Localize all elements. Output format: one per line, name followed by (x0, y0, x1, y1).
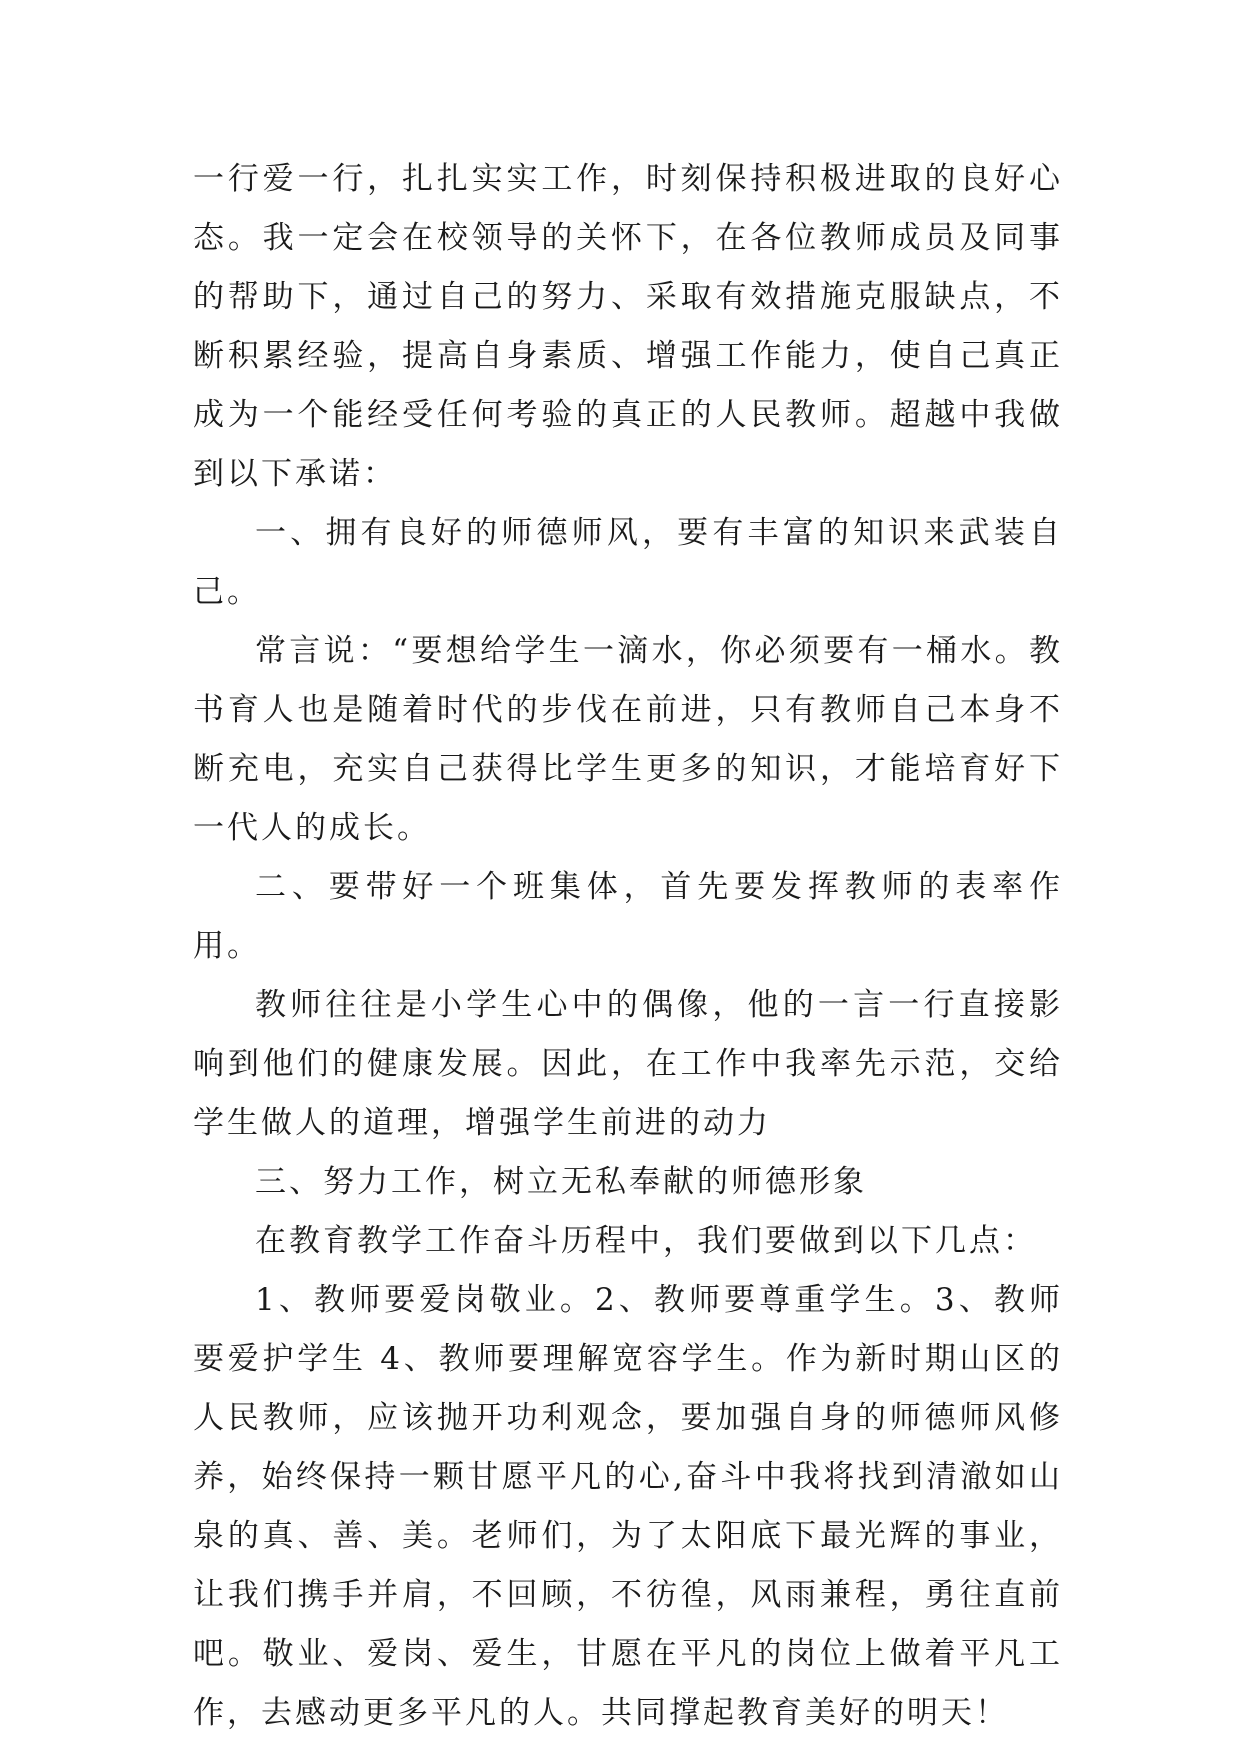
paragraph-conclusion: 1、教师要爱岗敬业。2、教师要尊重学生。3、教师要爱护学生 4、教师要理解宽容学生。作为新时期山区的人民教师，应该抛开功利观念，要加强自身的师德师风修养，始终保持一颗甘愿平凡的心,奋斗中我将找到清澈如山泉的真、善、美。老师们，为了太阳底下最光辉的事业，让我们携手并肩，不回顾，不彷徨，风雨兼程，勇往直前吧。敬业、爱岗、爱生，甘愿在平凡的岗位上做着平凡工作，去感动更多平凡的人。共同撑起教育美好的明天！ (193, 1282, 1063, 1731)
paragraph-heading-1: 一、拥有良好的师德师风，要有丰富的知识来武装自己。 (193, 515, 1063, 610)
paragraph-body-2: 教师往往是小学生心中的偶像，他的一言一行直接影响到他们的健康发展。因此，在工作中我率先示范，交给学生做人的道理，增强学生前进的动力 (193, 987, 1063, 1141)
paragraph-body-3: 在教育教学工作奋斗历程中，我们要做到以下几点： (255, 1223, 1037, 1259)
paragraph-body-1: 常言说：“要想给学生一滴水，你必须要有一桶水。教书育人也是随着时代的步伐在前进，只有教师自己本身不断充电，充实自己获得比学生更多的知识，才能培育好下一代人的成长。 (193, 633, 1063, 846)
paragraph-heading-2: 二、要带好一个班集体，首先要发挥教师的表率作用。 (193, 869, 1063, 964)
document-body (193, 150, 1063, 1743)
paragraph-heading-3: 三、努力工作，树立无私奉献的师德形象 (255, 1164, 867, 1200)
paragraph-intro: 一行爱一行，扎扎实实工作，时刻保持积极进取的良好心态。我一定会在校领导的关怀下，在各位教师成员及同事的帮助下，通过自己的努力、采取有效措施克服缺点，不断积累经验，提高自身素质、增强工作能力，使自己真正成为一个能经受任何考验的真正的人民教师。超越中我做到以下承诺： (193, 161, 1063, 492)
